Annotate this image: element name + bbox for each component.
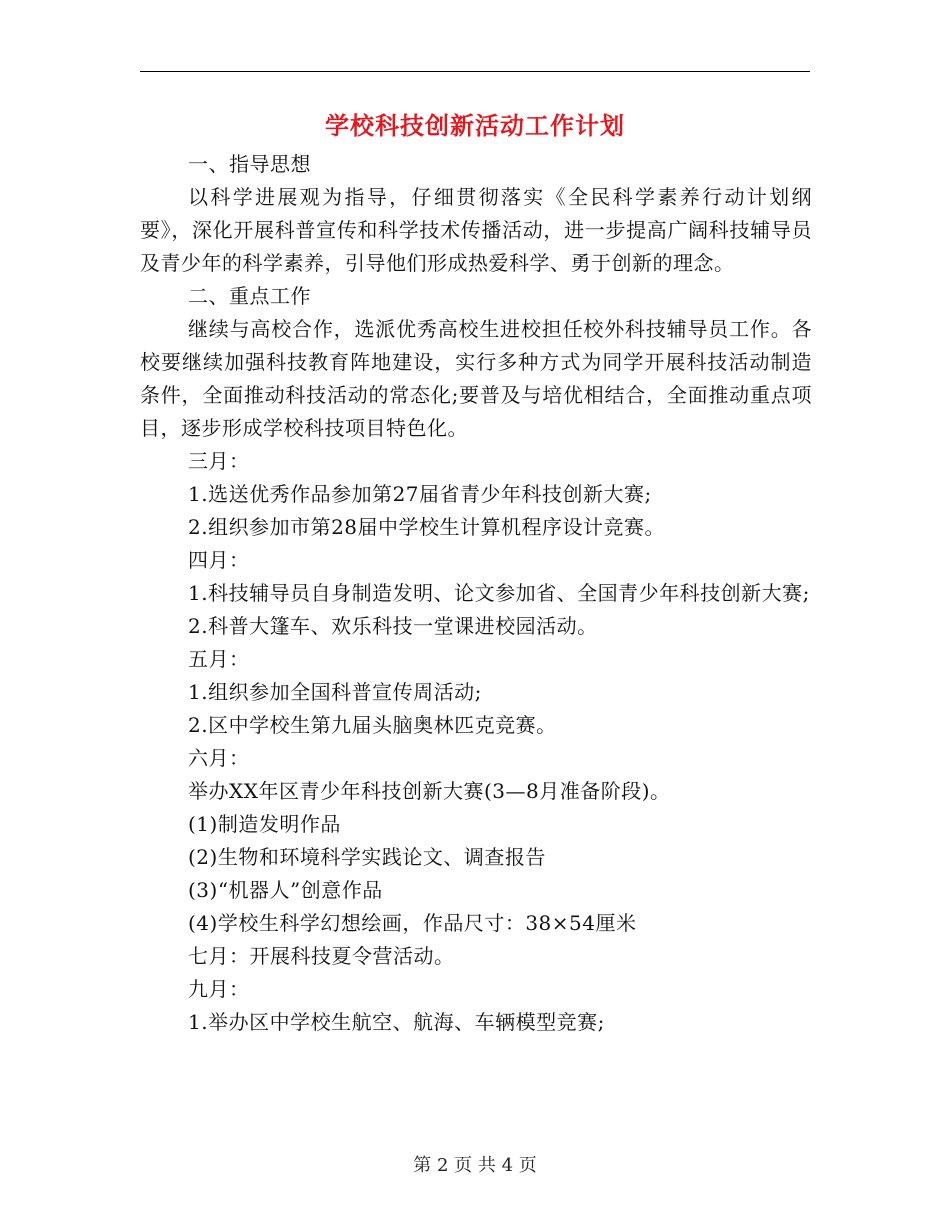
list-item: 2.区中学校生第九届头脑奥林匹克竞赛。	[188, 713, 557, 737]
section-heading: 二、重点工作	[188, 284, 311, 308]
list-item: 1.选送优秀作品参加第27届省青少年科技创新大赛;	[188, 482, 652, 506]
document-body	[140, 148, 812, 1039]
paragraph: 继续与高校合作，选派优秀高校生进校担任校外科技辅导员工作。各校要继续加强科技教育阵地建设，实行多种方式为同学开展科技活动制造条件，全面推动科技活动的常态化;要普及与培优相结合，全面推动重点项目，逐步形成学校科技项目特色化。	[140, 317, 812, 440]
list-item: 1.举办区中学校生航空、航海、车辆模型竞赛;	[188, 1010, 605, 1034]
month-heading: 四月：	[188, 548, 250, 572]
list-item: (2)生物和环境科学实践论文、调查报告	[188, 845, 546, 869]
month-heading: 五月：	[188, 647, 250, 671]
document-title: 学校科技创新活动工作计划	[325, 111, 625, 140]
header-rule	[140, 71, 810, 72]
list-item: 1.组织参加全国科普宣传周活动;	[188, 680, 482, 704]
list-item: 2.科普大篷车、欢乐科技一堂课进校园活动。	[188, 614, 598, 638]
month-heading: 七月：开展科技夏令营活动。	[188, 944, 455, 968]
month-heading: 九月：	[188, 977, 250, 1001]
list-item: (3)“机器人”创意作品	[188, 878, 383, 902]
paragraph: 以科学进展观为指导，仔细贯彻落实《全民科学素养行动计划纲要》，深化开展科普宣传和科学技术传播活动，进一步提高广阔科技辅导员及青少年的科学素养，引导他们形成热爱科学、勇于创新的理念。	[140, 185, 812, 275]
list-item: (4)学校生科学幻想绘画，作品尺寸：38×54厘米	[188, 911, 637, 935]
paragraph: 举办XX年区青少年科技创新大赛(3—8月准备阶段)。	[188, 779, 671, 803]
list-item: (1)制造发明作品	[188, 812, 341, 836]
section-heading: 一、指导思想	[188, 152, 311, 176]
list-item: 2.组织参加市第28届中学校生计算机程序设计竞赛。	[188, 515, 666, 539]
month-heading: 六月：	[188, 746, 250, 770]
month-heading: 三月：	[188, 449, 250, 473]
list-item: 1.科技辅导员自身制造发明、论文参加省、全国青少年科技创新大赛;	[188, 581, 810, 605]
page-number-footer: 第 2 页 共 4 页	[413, 1155, 537, 1176]
